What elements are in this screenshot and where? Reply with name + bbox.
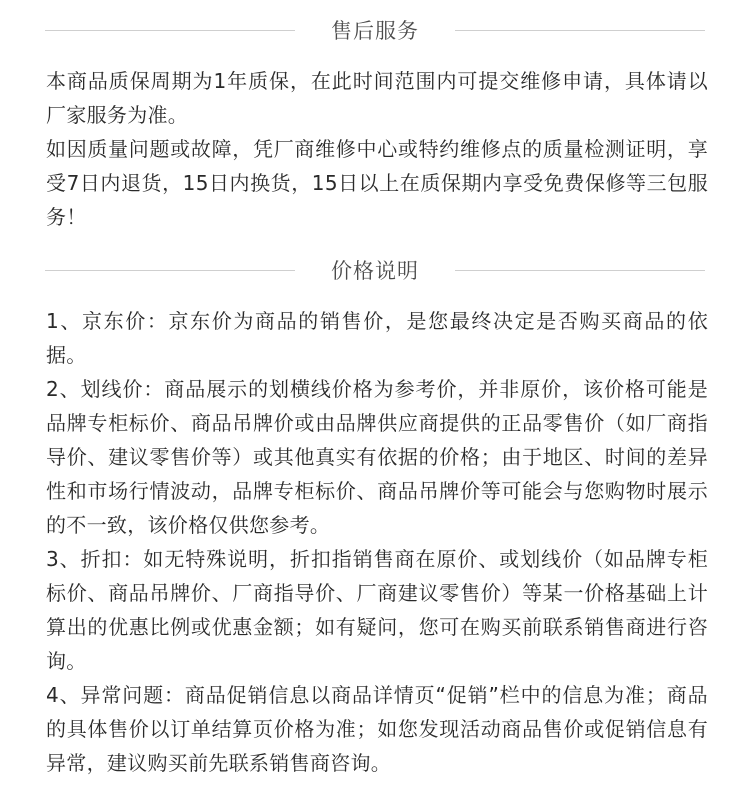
divider-line-right: [455, 30, 705, 31]
price-info-item-jd-price: 1、京东价：京东价为商品的销售价，是您最终决定是否购买商品的依据。: [46, 309, 708, 367]
after-sales-paragraph: 如因质量问题或故障，凭厂商维修中心或特约维修点的质量检测证明，享受7日内退货，15日内换货，15日以上在质保期内享受免费保修等三包服务！: [46, 137, 708, 229]
divider-line-left: [45, 30, 295, 31]
price-info-body: [0, 292, 750, 780]
price-info-title: 价格说明: [321, 255, 429, 285]
after-sales-paragraph: 本商品质保周期为1年质保，在此时间范围内可提交维修申请，具体请以厂家服务为准。: [46, 69, 708, 127]
after-sales-header: [0, 8, 750, 52]
after-sales-body: [0, 52, 750, 248]
price-info-item-discount: 3、折扣：如无特殊说明，折扣指销售商在原价、或划线价（如品牌专柜标价、商品吊牌价、厂商指导价、厂商建议零售价）等某一价格基础上计算出的优惠比例或优惠金额；如有疑问，您可在购买前联系销售商进行咨询。: [46, 547, 708, 673]
price-info-header: [0, 248, 750, 292]
divider-line-right: [455, 270, 705, 271]
after-sales-section: [0, 8, 750, 248]
price-info-item-strikethrough-price: 2、划线价：商品展示的划横线价格为参考价，并非原价，该价格可能是品牌专柜标价、商品吊牌价或由品牌供应商提供的正品零售价（如厂商指导价、建议零售价等）或其他真实有依据的价格；由于地区、时间的差异性和市场行情波动，品牌专柜标价、商品吊牌价等可能会与您购物时展示的不一致，该价格仅供您参考。: [46, 377, 708, 537]
price-info-item-exception: 4、异常问题：商品促销信息以商品详情页“促销”栏中的信息为准；商品的具体售价以订单结算页价格为准；如您发现活动商品售价或促销信息有异常，建议购买前先联系销售商咨询。: [46, 683, 708, 775]
divider-line-left: [45, 270, 295, 271]
after-sales-title: 售后服务: [321, 15, 429, 45]
price-info-section: [0, 248, 750, 780]
